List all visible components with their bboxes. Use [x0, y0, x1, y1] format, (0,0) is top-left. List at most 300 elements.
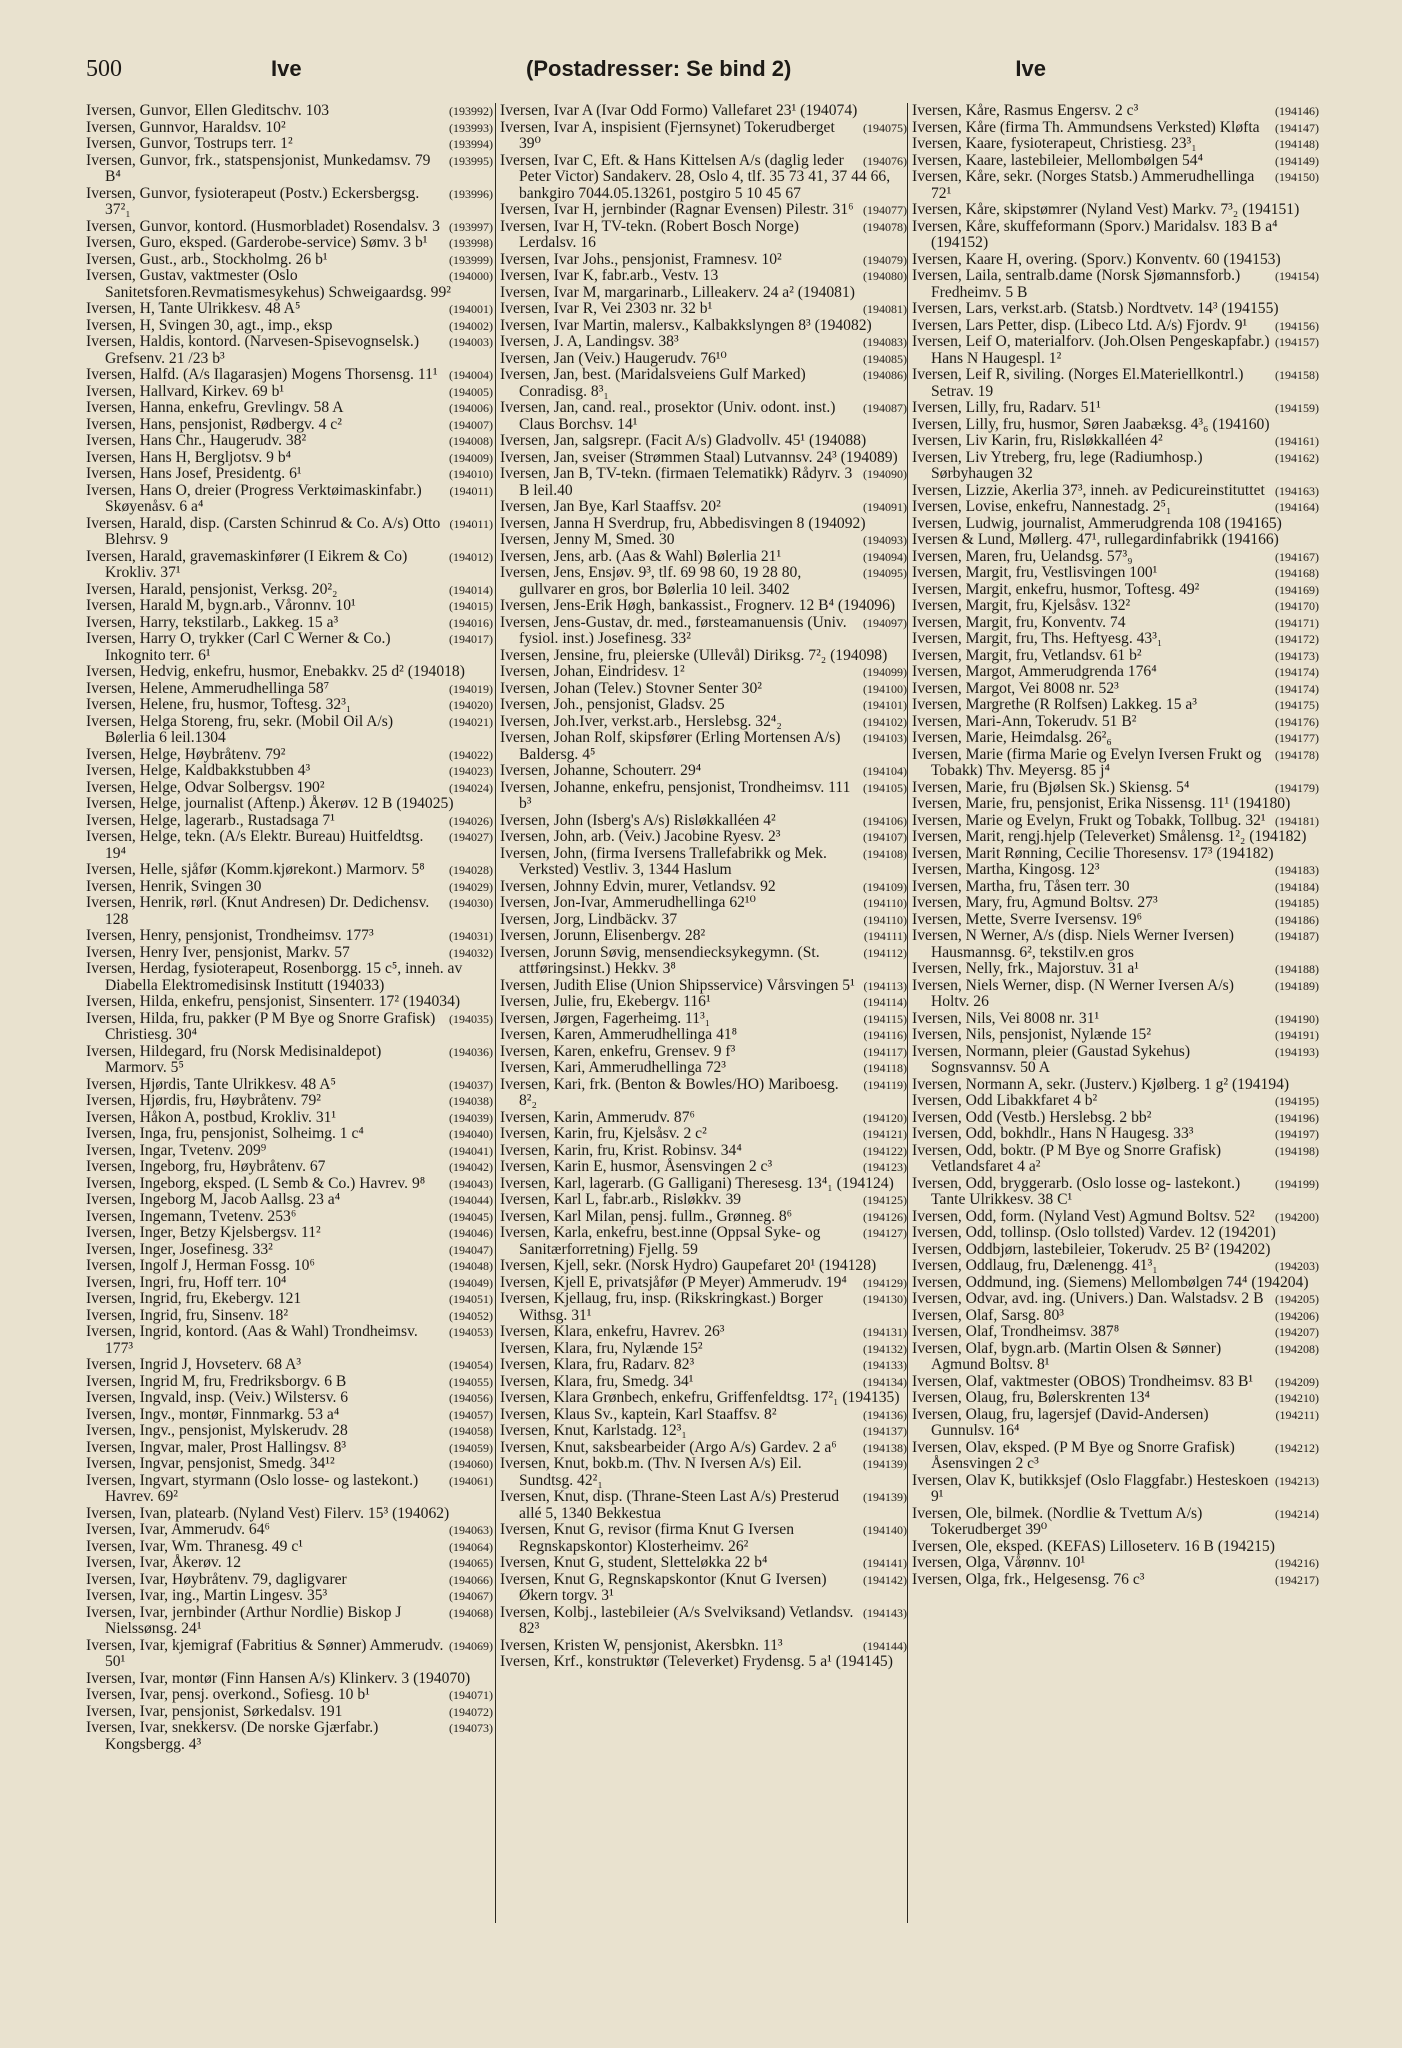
entry-number: (194039): [449, 1110, 493, 1125]
entry-text: Iversen, Ivar H, TV-tekn. (Robert Bosch Norge) Lerdalsv. 16: [500, 217, 799, 251]
entry-number: (194136): [863, 1407, 907, 1422]
entry-text: Iversen, Klara, enkefru, Havrev. 26³: [500, 1323, 725, 1340]
directory-entry: [912, 367, 1319, 400]
directory-entry: [86, 483, 493, 516]
directory-entry: [86, 1704, 493, 1721]
entry-text: Iversen, Ivar, Wm. Thranesg. 49 c¹: [86, 1537, 303, 1555]
entry-text: Iversen, Gust., arb., Stockholmg. 26 b¹: [86, 250, 328, 268]
directory-entry: [500, 829, 907, 846]
entry-text: Iversen, Ingvart, styrmann (Oslo losse- og lastekont.) Havrev. 69²: [86, 1471, 419, 1505]
entry-number: (194048): [449, 1259, 493, 1273]
entry-text: Iversen, Karla, enkefru, best.inne (Oppsal Syke- og Sanitærforretning) Fjellg. 59: [500, 1224, 821, 1258]
directory-entry: [86, 1572, 493, 1589]
entry-number: (194027): [449, 830, 493, 844]
entry-number: (194061): [449, 1473, 493, 1488]
entry-number: (194205): [1275, 1292, 1319, 1306]
entry-text: Iversen, Kjellaug, fru, insp. (Rikskringkast.) Borger Withsg. 31¹: [500, 1290, 823, 1324]
entry-number: (194055): [449, 1374, 493, 1389]
directory-entry: [86, 1258, 493, 1275]
entry-text: Iversen, Jens, arb. (Aas & Wahl) Bølerlia 21¹: [500, 547, 782, 565]
entry-text: Iversen, Kåre, sekr. (Norges Statsb.) Ammerudhellinga 72¹: [912, 168, 1255, 202]
entry-number: (194112): [863, 945, 907, 960]
entry-number: (194107): [863, 830, 907, 844]
entry-text: Iversen, Lars Petter, disp. (Libeco Ltd. A/s) Fjordv. 9¹: [912, 316, 1248, 334]
entry-number: (194200): [1275, 1209, 1319, 1224]
directory-entry: [500, 516, 907, 533]
entry-number: (194008): [449, 434, 493, 448]
entry-text: Iversen, Hilda, fru, pakker (P M Bye og Snorre Grafisk) Christiesg. 30⁴: [86, 1009, 436, 1043]
entry-text: Iversen, Gunvor, Ellen Gleditschv. 103: [86, 102, 330, 119]
directory-entry: [912, 450, 1319, 483]
entry-text: Iversen, Ivar, jernbinder (Arthur Nordlie) Biskop J Nielssønsg. 24¹: [86, 1603, 402, 1637]
directory-entry: [500, 565, 907, 598]
directory-entry: [912, 120, 1319, 137]
entry-number: (194134): [863, 1374, 907, 1389]
entry-text: Iversen, Ivar, snekkersv. (De norske Gjærfabr.) Kongsbergg. 4³: [86, 1719, 379, 1753]
entry-text: Iversen, Ingeborg, eksped. (L Semb & Co.) Havrev. 9⁸: [86, 1174, 426, 1192]
directory-entry: [912, 1572, 1319, 1589]
directory-entry: [912, 1027, 1319, 1044]
entry-number: (194119): [863, 1077, 907, 1092]
entry-number: (194053): [449, 1325, 493, 1339]
entry-number: (194209): [1275, 1374, 1319, 1389]
directory-entry: [86, 384, 493, 401]
entry-number: (194011): [449, 516, 493, 531]
entry-number: (193995): [449, 153, 493, 168]
entry-text: Iversen, Karl Milan, pensj. fullm., Grønneg. 8⁶: [500, 1207, 793, 1225]
entry-text: Iversen, Jorg, Lindbäckv. 37: [500, 910, 678, 928]
directory-entry: [86, 681, 493, 698]
entry-text: Iversen, Olav K, butikksjef (Oslo Flaggfabr.) Hesteskoen 9¹: [912, 1471, 1269, 1505]
directory-entry: [912, 417, 1319, 434]
entry-number: (194150): [1275, 170, 1319, 184]
entry-text: Iversen, Kjell, sekr. (Norsk Hydro) Gaupefaret 20¹ (194128): [500, 1257, 877, 1274]
entry-number: (194169): [1275, 582, 1319, 597]
directory-entry: [86, 1143, 493, 1160]
entry-text: Iversen, Oddbjørn, lastebileier, Tokerudv. 25 B² (194202): [912, 1240, 1271, 1258]
directory-entry: [500, 1456, 907, 1489]
directory-entry: [912, 631, 1319, 648]
entry-text: Iversen, Ingemann, Tvetenv. 253⁶: [86, 1207, 297, 1225]
directory-entry: [500, 1291, 907, 1324]
entry-number: (194035): [449, 1011, 493, 1026]
entry-text: Iversen, Lilly, fru, Radarv. 51¹: [912, 399, 1101, 416]
entry-number: (194078): [863, 219, 907, 234]
entry-text: Iversen, Ivar A, inspisient (Fjernsynet) Tokerudberget 39⁰: [500, 118, 835, 152]
entry-number: (194148): [1275, 137, 1319, 151]
directory-entry: [500, 1060, 907, 1077]
entry-number: (194049): [449, 1275, 493, 1290]
entry-text: Iversen, Normann, pleier (Gaustad Sykehus) Sognsvannsv. 50 A: [912, 1042, 1191, 1076]
entry-text: Iversen, Johnny Edvin, murer, Vetlandsv. 92: [500, 877, 776, 895]
entry-text: Iversen, N Werner, A/s (disp. Niels Werner Iversen) Hausmannsg. 6², tekstilv.en gros: [912, 927, 1234, 961]
directory-entry: [86, 466, 493, 483]
directory-entry: [912, 1473, 1319, 1506]
directory-entry: [912, 978, 1319, 1011]
directory-entry: [500, 1044, 907, 1061]
directory-entry: [912, 895, 1319, 912]
directory-entry: [500, 615, 907, 648]
directory-entry: [86, 153, 493, 186]
directory-entry: [912, 928, 1319, 961]
entry-text: Iversen, Karl, lagerarb. (G Galligani) Theresesg. 13⁴₁ (194124): [500, 1174, 894, 1192]
directory-entry: [86, 1522, 493, 1539]
entry-text: Iversen, Henrik, rørl. (Knut Andresen) Dr. Dedichensv. 128: [86, 894, 430, 928]
directory-entry: [500, 219, 907, 252]
entry-text: Iversen, Margit, fru, Vetlandsv. 61 b²: [912, 646, 1142, 664]
entry-number: (194064): [449, 1539, 493, 1554]
entry-text: Iversen, Harald, gravemaskinfører (I Eikrem & Co) Krokliv. 37¹: [86, 547, 408, 581]
directory-entry: [86, 268, 493, 301]
entry-number: (194181): [1275, 813, 1319, 828]
directory-entry: [500, 268, 907, 285]
entry-text: Iversen, Janna H Sverdrup, fru, Abbedisvingen 8 (194092): [500, 514, 866, 532]
directory-entry: [500, 1374, 907, 1391]
directory-entry: [500, 895, 907, 912]
entry-number: (194017): [449, 632, 493, 646]
entry-number: (194037): [449, 1077, 493, 1092]
directory-entry: [86, 1407, 493, 1424]
entry-number: (194186): [1275, 912, 1319, 927]
entry-number: (194163): [1275, 483, 1319, 498]
entry-text: Iversen, Liv Ytreberg, fru, lege (Radiumhosp.) Sørbyhaugen 32: [912, 448, 1203, 482]
entry-number: (194012): [449, 549, 493, 564]
entry-number: (194102): [863, 714, 907, 729]
entry-number: (194143): [863, 1605, 907, 1620]
entry-text: Iversen, Helge, lagerarb., Rustadsaga 7¹: [86, 811, 335, 829]
entry-number: (194059): [449, 1440, 493, 1455]
entry-text: Iversen, Helge, Odvar Solbergsv. 190²: [86, 778, 325, 796]
directory-entry: [86, 1671, 493, 1688]
directory-entry: [86, 1192, 493, 1209]
entry-number: (194139): [863, 1457, 907, 1471]
entry-text: Iversen, Olav, eksped. (P M Bye og Snorre Grafisk) Åsensvingen 2 c³: [912, 1438, 1235, 1472]
directory-entry: [912, 1341, 1319, 1374]
directory-entry: [86, 862, 493, 879]
entry-number: (194066): [449, 1572, 493, 1587]
entry-text: Iversen, Hans Josef, Presidentg. 6¹: [86, 465, 302, 482]
entry-text: Iversen, H, Svingen 30, agt., imp., eksp: [86, 316, 333, 334]
entry-number: (194072): [449, 1704, 493, 1719]
entry-number: (194129): [863, 1275, 907, 1290]
entry-text: Iversen, Harry O, trykker (Carl C Werner & Co.) Inkognito terr. 6¹: [86, 630, 391, 664]
entry-text: Iversen, Lilly, fru, husmor, Søren Jaabæksg. 4³₆ (194160): [912, 415, 1270, 433]
entry-text: Iversen, Helge, Kaldbakkstubben 4³: [86, 762, 311, 779]
directory-entry: [86, 1506, 493, 1523]
entry-text: Iversen, Lizzie, Akerlia 37³, inneh. av Pedicureinstituttet: [912, 481, 1265, 499]
entry-text: Iversen, Ingeborg M, Jacob Aallsg. 23 a⁴: [86, 1191, 341, 1208]
entry-text: Iversen, Hjørdis, Tante Ulrikkesv. 48 A⁵: [86, 1075, 336, 1093]
directory-entry: [86, 829, 493, 862]
entry-text: Iversen, Nils, Vei 8008 nr. 31¹: [912, 1009, 1100, 1027]
entry-number: (194216): [1275, 1556, 1319, 1570]
entry-text: Iversen, Ole, eksped. (KEFAS) Lilloseterv. 16 B (194215): [912, 1537, 1275, 1555]
entry-number: (194029): [449, 879, 493, 894]
directory-entry: [912, 697, 1319, 714]
entry-text: Iversen, Ivar, Åkerøv. 12: [86, 1554, 242, 1571]
entry-number: (194058): [449, 1424, 493, 1438]
directory-entry: [500, 813, 907, 830]
entry-number: (194097): [863, 615, 907, 630]
entry-number: (194006): [449, 401, 493, 415]
entry-text: Iversen, John, (firma Iversens Trallefabrikk og Mek. Verksted) Vestliv. 3, 1344 Haslum: [500, 844, 827, 878]
directory-entry: [500, 318, 907, 335]
entry-number: (193994): [449, 137, 493, 151]
entry-text: Iversen, Mari-Ann, Tokerudv. 51 B²: [912, 712, 1137, 730]
entry-number: (194144): [863, 1638, 907, 1653]
entry-number: (194174): [1275, 665, 1319, 679]
directory-entry: [86, 714, 493, 747]
entry-text: Iversen, Marit, rengj.hjelp (Televerket) Smålensg. 1²₂ (194182): [912, 828, 1307, 845]
directory-entry: [912, 268, 1319, 301]
entry-number: (194206): [1275, 1308, 1319, 1323]
directory-entry: [500, 1176, 907, 1193]
entry-text: Iversen, Inga, fru, pensjonist, Solheimg. 1 c⁴: [86, 1125, 364, 1142]
entry-text: Iversen, Normann A, sekr. (Justerv.) Kjølberg. 1 g² (194194): [912, 1075, 1290, 1093]
directory-entry: [500, 549, 907, 566]
entry-text: Iversen, Herdag, fysioterapeut, Rosenborgg. 15 c⁵, inneh. av Diabella Elektromedisinsk Institutt (194033): [86, 960, 463, 994]
entry-text: Iversen, Jens-Erik Høgh, bankassist., Frognerv. 12 B⁴ (194096): [500, 597, 896, 614]
directory-entry: [500, 780, 907, 813]
entry-text: Iversen, Ingrid J, Hovseterv. 68 A³: [86, 1356, 301, 1373]
entry-number: (194193): [1275, 1044, 1319, 1059]
entry-number: (194187): [1275, 929, 1319, 943]
entry-text: Iversen, Henrik, Svingen 30: [86, 877, 262, 895]
entry-text: Iversen, Karen, enkefru, Grensev. 9 f³: [500, 1042, 736, 1060]
directory-entry: [500, 846, 907, 879]
directory-entry: [500, 1341, 907, 1358]
entry-number: (194188): [1275, 962, 1319, 976]
entry-number: (194198): [1275, 1143, 1319, 1158]
entry-text: Iversen, Mette, Sverre Iversensv. 19⁶: [912, 910, 1143, 928]
entry-text: Iversen, Ivan, platearb. (Nyland Vest) Filerv. 15³ (194062): [86, 1504, 450, 1522]
directory-entry: [86, 1456, 493, 1473]
entry-text: Iversen, Ingvar, pensjonist, Smedg. 34¹²: [86, 1455, 335, 1472]
entry-text: Iversen, Knut G, student, Sletteløkka 22 b⁴: [500, 1554, 768, 1571]
directory-entry: [500, 978, 907, 995]
entry-text: Iversen, Niels Werner, disp. (N Werner Iversen A/s) Holtv. 26: [912, 976, 1234, 1010]
entry-number: (194110): [863, 912, 907, 927]
directory-entry: [912, 318, 1319, 335]
entry-text: Iversen, Helene, fru, husmor, Toftesg. 32³₁: [86, 696, 352, 713]
entry-number: (193992): [449, 104, 493, 118]
entry-text: Iversen, Olaf, bygn.arb. (Martin Olsen & Sønner) Agmund Boltsv. 8¹: [912, 1339, 1222, 1373]
entry-text: Iversen, Marie (firma Marie og Evelyn Iversen Frukt og Tobakk) Thv. Meyersg. 85 j⁴: [912, 745, 1262, 779]
entry-number: (194137): [863, 1424, 907, 1438]
directory-entry: [86, 615, 493, 632]
entry-text: Iversen, Joh.Iver, verkst.arb., Herslebsg. 32⁴₂: [500, 712, 782, 730]
directory-entry: [912, 549, 1319, 566]
directory-entry: [500, 120, 907, 153]
directory-entry: [500, 351, 907, 368]
entry-text: Iversen, Johanne, enkefru, pensjonist, Trondheimsv. 111 b³: [500, 778, 851, 812]
entry-text: Iversen, Ivar, montør (Finn Hansen A/s) Klinkerv. 3 (194070): [86, 1669, 471, 1687]
directory-entry: [912, 714, 1319, 731]
entry-number: (194042): [449, 1160, 493, 1174]
directory-entry: [912, 1093, 1319, 1110]
entry-number: (194173): [1275, 648, 1319, 663]
directory-entry: [86, 945, 493, 962]
entry-number: (194077): [863, 203, 907, 217]
directory-entry: [86, 598, 493, 615]
entry-text: Iversen, Marie, fru, pensjonist, Erika Nissensg. 11¹ (194180): [912, 795, 1291, 812]
entry-text: Iversen, Kåre, Rasmus Engersv. 2 c³: [912, 102, 1139, 119]
directory-entry: [86, 136, 493, 153]
entry-number: (194191): [1275, 1028, 1319, 1042]
entry-number: (194090): [863, 467, 907, 481]
entry-text: Iversen, Odd, boktr. (P M Bye og Snorre Grafisk) Vetlandsfaret 4 a²: [912, 1141, 1222, 1175]
directory-entry: [500, 153, 907, 203]
entry-number: (194015): [449, 599, 493, 613]
directory-entry: [500, 1522, 907, 1555]
entry-text: Iversen, Knut G, Regnskapskontor (Knut G Iversen) Økern torgv. 3¹: [500, 1570, 827, 1604]
entry-text: Iversen, Klara, fru, Radarv. 82³: [500, 1356, 695, 1373]
entry-text: Iversen, Joh., pensjonist, Gladsv. 25: [500, 696, 725, 713]
entry-number: (194002): [449, 318, 493, 333]
entry-text: Iversen, Marit Rønning, Cecilie Thoresensv. 17³ (194182): [912, 844, 1274, 862]
entry-text: Iversen, Hanna, enkefru, Grevlingv. 58 A: [86, 399, 344, 416]
directory-entry: [86, 697, 493, 714]
entry-number: (194056): [449, 1391, 493, 1405]
entry-text: Iversen, Hans, pensjonist, Rødbergv. 4 c²: [86, 415, 342, 433]
entry-text: Iversen, Kaare, fysioterapeut, Christiesg. 23³₁: [912, 135, 1197, 152]
entry-number: (194052): [449, 1308, 493, 1323]
directory-entry: [500, 1440, 907, 1457]
entry-number: (194007): [449, 417, 493, 432]
entry-number: (194045): [449, 1209, 493, 1224]
directory-entry: [912, 1440, 1319, 1473]
directory-entry: [86, 664, 493, 681]
directory-entry: [912, 879, 1319, 896]
entry-number: (194109): [863, 879, 907, 894]
entry-number: (194036): [449, 1044, 493, 1059]
directory-entry: [500, 879, 907, 896]
entry-number: (194125): [863, 1193, 907, 1207]
directory-entry: [912, 1390, 1319, 1407]
entry-number: (194003): [449, 335, 493, 349]
directory-entry: [912, 1258, 1319, 1275]
directory-entry: [86, 1110, 493, 1127]
entry-number: (194127): [863, 1226, 907, 1240]
directory-entry: [500, 912, 907, 929]
entry-text: Iversen, Margrethe (R Rolfsen) Lakkeg. 15 a³: [912, 696, 1197, 713]
directory-entry: [912, 565, 1319, 582]
directory-entry: [912, 1225, 1319, 1242]
entry-text: Iversen, Ingrid M, fru, Fredriksborgv. 6 B: [86, 1372, 347, 1390]
entry-number: (194086): [863, 368, 907, 382]
directory-entry: [500, 1605, 907, 1638]
entry-text: Iversen, Gunnvor, Haraldsv. 10²: [86, 118, 286, 136]
directory-entry: [912, 1044, 1319, 1077]
entry-text: Iversen, Olaug, fru, Bølerskrenten 13⁴: [912, 1389, 1150, 1406]
entry-number: (194085): [863, 351, 907, 366]
directory-entry: [912, 1275, 1319, 1292]
directory-entry: [500, 1638, 907, 1655]
entry-number: (194141): [863, 1556, 907, 1570]
entry-text: Iversen, Ivar, pensj. overkond., Sofiesg. 10 b¹: [86, 1686, 370, 1703]
entry-number: (194026): [449, 813, 493, 828]
entry-text: Iversen, John (Isberg's A/s) Risløkkalléen 4²: [500, 811, 776, 829]
entry-text: Iversen, Kari, Ammerudhellinga 72³: [500, 1059, 726, 1076]
entry-number: (193997): [449, 219, 493, 234]
directory-entry: [500, 1192, 907, 1209]
entry-text: Iversen, Harry, tekstilarb., Lakkeg. 15 a³: [86, 613, 339, 631]
entry-text: Iversen, Hans Chr., Haugerudv. 38²: [86, 432, 307, 449]
entry-number: (193999): [449, 252, 493, 267]
directory-entry: [500, 664, 907, 681]
directory-entry: [912, 169, 1319, 202]
entry-text: Iversen, Inger, Betzy Kjelsbergsv. 11²: [86, 1224, 321, 1241]
entry-number: (194100): [863, 681, 907, 696]
directory-entry: [86, 895, 493, 928]
entry-text: Iversen, Odd Libakkfaret 4 b²: [912, 1092, 1098, 1109]
entry-number: (194030): [449, 896, 493, 910]
directory-entry: [500, 252, 907, 269]
entry-number: (194212): [1275, 1440, 1319, 1455]
entry-number: (194146): [1275, 104, 1319, 118]
directory-entry: [912, 136, 1319, 153]
directory-entry: [500, 1159, 907, 1176]
directory-entry: [500, 1225, 907, 1258]
entry-text: Iversen, Ingri, fru, Hoff terr. 10⁴: [86, 1273, 287, 1291]
entry-number: (193993): [449, 120, 493, 135]
directory-entry: [500, 648, 907, 665]
entry-text: Iversen, Helga Storeng, fru, sekr. (Mobil Oil A/s) Bølerlia 6 leil.1304: [86, 712, 394, 746]
directory-entry: [86, 961, 493, 994]
directory-entry: [86, 1308, 493, 1325]
entry-text: Iversen, Inger, Josefinesg. 33²: [86, 1240, 273, 1258]
entry-number: (194184): [1275, 879, 1319, 894]
entry-text: Iversen, Ivar H, jernbinder (Ragnar Evensen) Pilestr. 31⁶: [500, 201, 854, 218]
entry-text: Iversen, Krf., konstruktør (Televerket) Frydensg. 5 a¹ (194145): [500, 1653, 893, 1670]
entry-text: Iversen, Ingolf J, Herman Fossg. 10⁶: [86, 1257, 315, 1274]
entry-number: (194176): [1275, 714, 1319, 729]
entry-text: Iversen, Margit, fru, Kjelsåsv. 132²: [912, 597, 1131, 614]
entry-number: (194207): [1275, 1325, 1319, 1339]
entry-number: (194043): [449, 1176, 493, 1191]
entry-text: Iversen, Odd, tollinsp. (Oslo tollsted) Vardev. 12 (194201): [912, 1224, 1276, 1241]
directory-entry: [912, 1126, 1319, 1143]
directory-entry: [86, 1423, 493, 1440]
directory-entry: [86, 1720, 493, 1753]
entry-number: (194126): [863, 1209, 907, 1224]
directory-entry: [912, 862, 1319, 879]
entry-number: (194168): [1275, 566, 1319, 580]
directory-entry: [912, 1506, 1319, 1539]
directory-entry: [86, 549, 493, 582]
entry-text: Iversen, Kåre, skuffeformann (Sporv.) Maridalsv. 183 B a⁴ (194152): [912, 217, 1278, 251]
directory-entry: [86, 1638, 493, 1671]
directory-entry: [500, 285, 907, 302]
directory-entry: [86, 1539, 493, 1556]
entry-number: (194203): [1275, 1259, 1319, 1273]
entry-text: Iversen, Gunvor, fysioterapeut (Postv.) Eckersbergsg. 37²₁: [86, 184, 420, 218]
directory-entry: [500, 334, 907, 351]
entry-number: (194016): [449, 615, 493, 630]
directory-entry: [500, 103, 907, 120]
entry-number: (194024): [449, 780, 493, 795]
entry-text: Iversen, Oddlaug, fru, Dælenengg. 41³₁: [912, 1257, 1158, 1274]
entry-number: (194175): [1275, 698, 1319, 712]
entry-text: Iversen, Olaf, vaktmester (OBOS) Trondheimsv. 83 B¹: [912, 1372, 1254, 1390]
directory-entry: [86, 1159, 493, 1176]
entry-text: Iversen, Ivar K, fabr.arb., Vestv. 13: [500, 267, 719, 284]
entry-text: Iversen, Olaf, Trondheimsv. 387⁸: [912, 1323, 1120, 1340]
entry-text: Iversen, Ivar, pensjonist, Sørkedalsv. 191: [86, 1702, 343, 1720]
entry-text: Iversen, Maren, fru, Uelandsg. 57³₉: [912, 547, 1133, 565]
entry-number: (194116): [863, 1028, 907, 1042]
entry-text: Iversen, Gunvor, Tostrups terr. 1²: [86, 135, 293, 152]
